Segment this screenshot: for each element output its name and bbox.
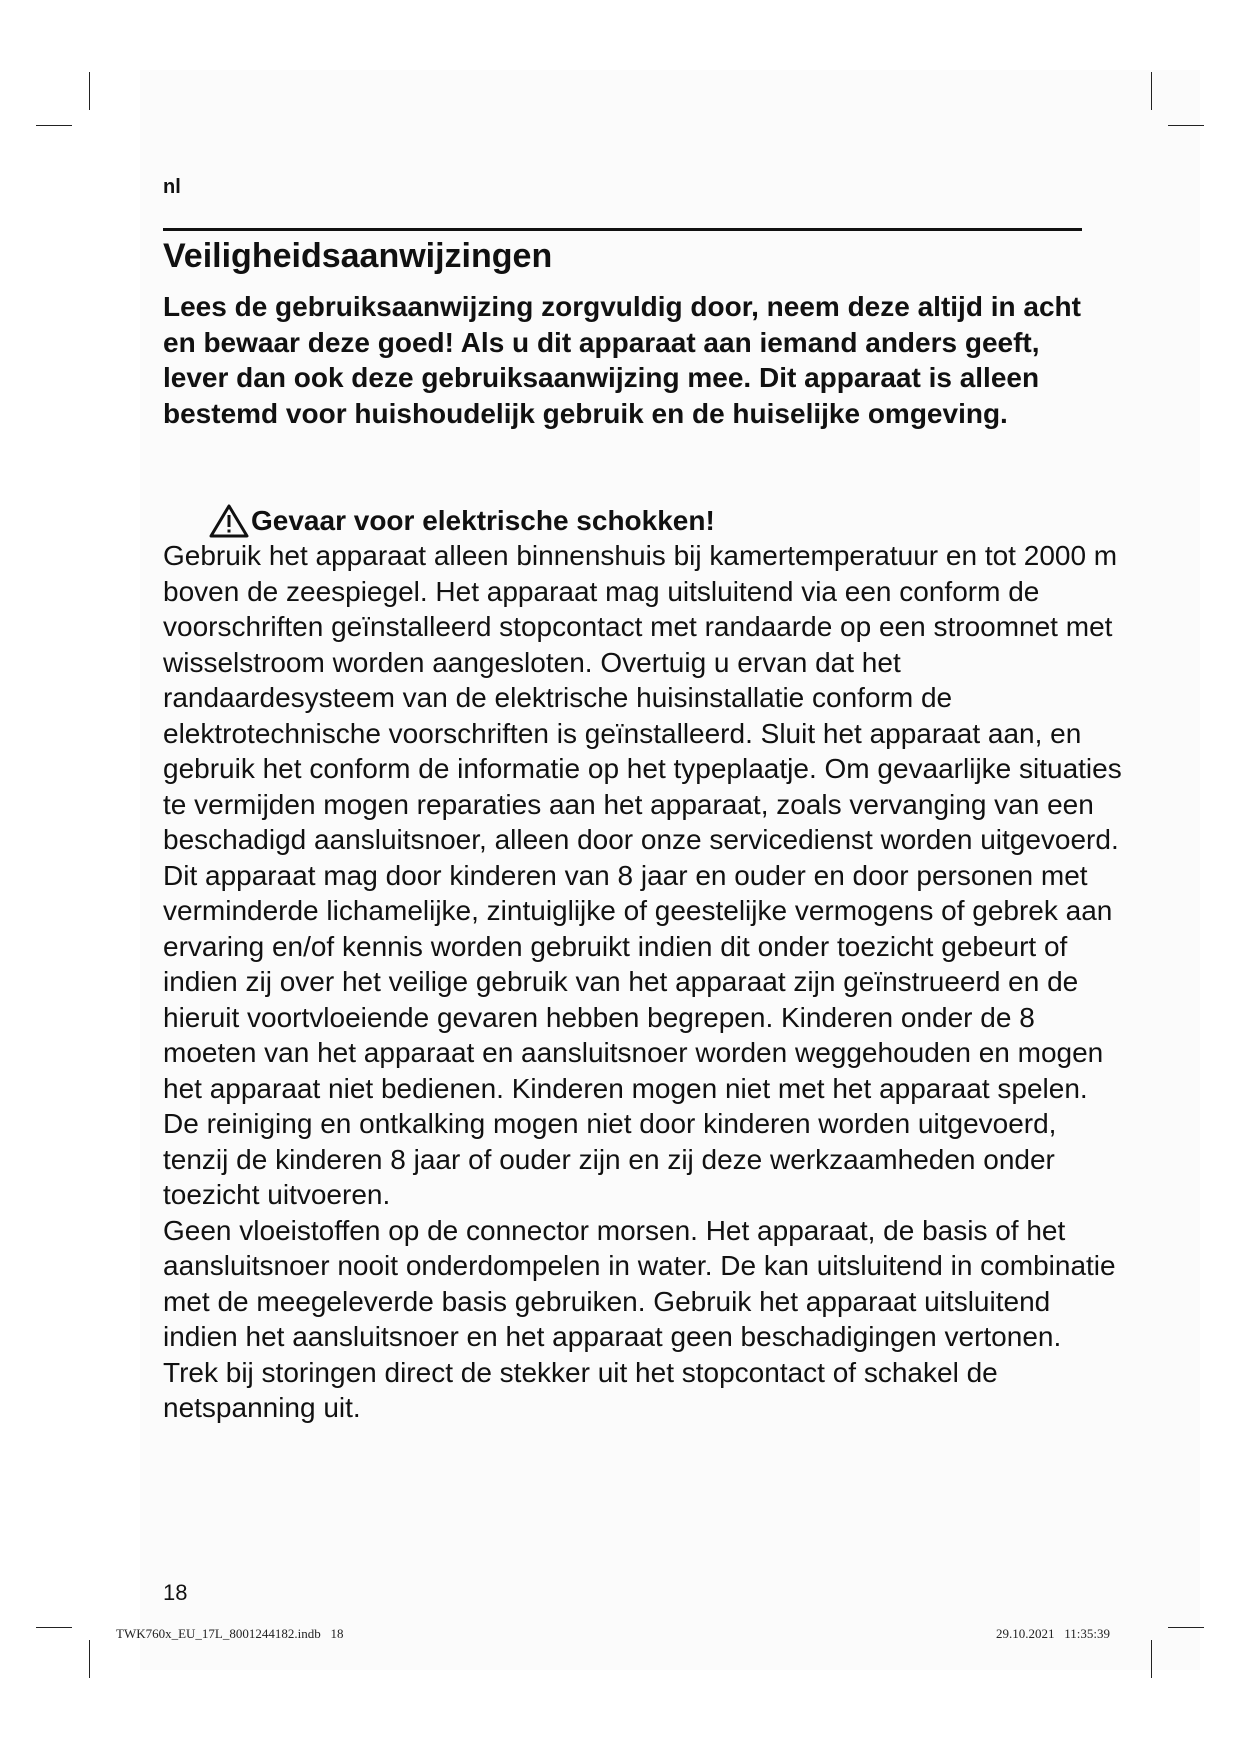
crop-mark <box>89 1640 90 1678</box>
warning-title: Gevaar voor elektrische schokken! <box>251 505 715 536</box>
crop-mark <box>36 1627 72 1628</box>
warning-triangle-icon <box>209 504 249 538</box>
safety-body <box>163 538 1123 1426</box>
crop-mark <box>1151 72 1152 110</box>
paragraph: Geen vloeistoffen op de connector morsen. Het apparaat, de basis of het aansluitsnoer nooit onderdompelen in water. De kan uitsluitend in combinatie met de meegeleverde basis gebruiken. Gebruik het apparaat uitsluitend indien het aansluitsnoer en het apparaat geen beschadigingen vertonen. Trek bij storingen direct de stekker uit het stopcontact of schakel de netspanning uit. <box>163 1214 1116 1423</box>
paragraph: Gebruik het apparaat alleen binnenshuis bij kamertemperatuur en tot 2000 m boven de zeespiegel. Het apparaat mag uitsluitend via een conform de voorschriften geïnstalleerd stopcontact met randaarde op een stroomnet met wisselstroom worden aangesloten. Overtuig u ervan dat het randaardesysteem van de elektrische huisinstallatie conform de elektrotechnische voorschriften is geïnstalleerd. Sluit het apparaat aan, en gebruik het conform de informatie op het typeplaatje. Om gevaarlijke situaties te vermijden mogen reparaties aan het apparaat, zoals vervanging van een beschadigd aansluitsnoer, alleen door onze servicedienst worden uitgevoerd. <box>163 540 1122 855</box>
print-slug-file: TWK760x_EU_17L_8001244182.indb 18 <box>116 1626 344 1641</box>
page-number: 18 <box>163 1580 188 1605</box>
intro-text: Lees de gebruiksaanwijzing zorgvuldig door, neem deze altijd in acht en bewaar deze goed! Als u dit apparaat aan iemand anders geeft, lever dan ook deze gebruiksaanwijzing mee. Dit apparaat is alleen bestemd voor huishoudelijk gebruik en de huiselijke omgeving. <box>163 291 1081 429</box>
section-heading: Veiligheidsaanwijzingen <box>163 237 553 275</box>
crop-mark <box>36 125 72 126</box>
crop-mark <box>1168 125 1204 126</box>
paragraph: De reiniging en ontkalking mogen niet door kinderen worden uitgevoerd, tenzij de kinderen 8 jaar of ouder zijn en zij deze werkzaamheden onder toezicht uitvoeren. <box>163 1108 1057 1210</box>
crop-mark <box>1168 1627 1204 1628</box>
language-tag: nl <box>163 176 181 198</box>
paragraph: Dit apparaat mag door kinderen van 8 jaar en ouder en door personen met verminderde lichamelijke, zintuiglijke of geestelijke vermogens of gebrek aan ervaring en/of kennis worden gebruikt indien dit onder toezicht gebeurt of indien zij over het veilige gebruik van het apparaat zijn geïnstrueerd en de hieruit voortvloeiende gevaren hebben begrepen. Kinderen onder de 8 moeten van het apparaat en aansluitsnoer worden weggehouden en mogen het apparaat niet bedienen. Kinderen mogen niet met het apparaat spelen. <box>163 859 1113 1104</box>
print-slug-datetime: 29.10.2021 11:35:39 <box>996 1626 1110 1641</box>
crop-mark <box>1151 1640 1152 1678</box>
heading-rule <box>163 228 1082 231</box>
crop-mark <box>89 72 90 110</box>
warning-heading <box>209 503 715 539</box>
